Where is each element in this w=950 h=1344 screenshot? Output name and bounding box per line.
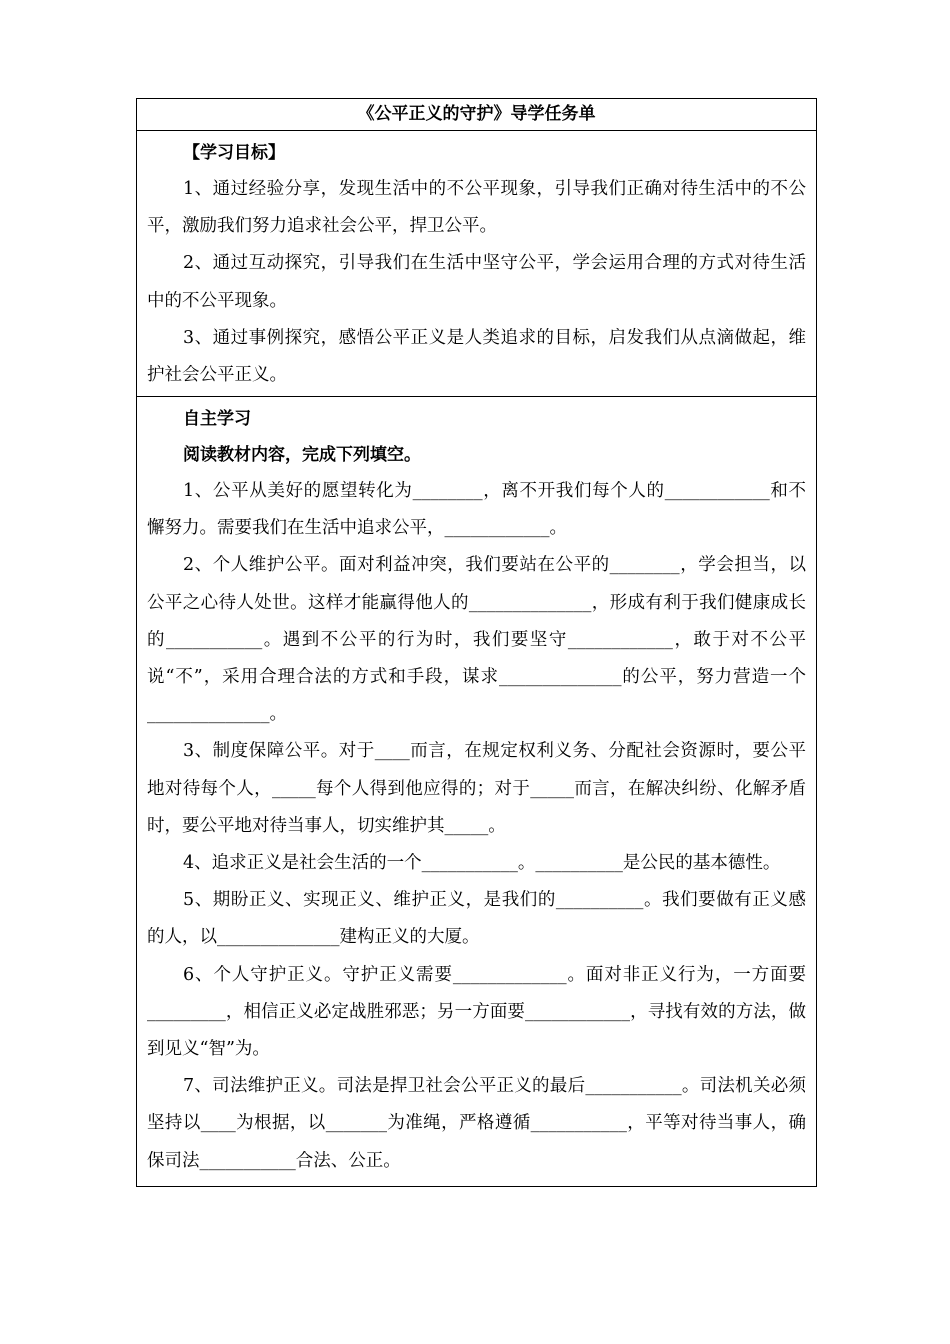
objectives-section xyxy=(137,131,816,396)
objective-item: 2、通过互动探究，引导我们在生活中坚守公平，学会运用合理的方式对待生活中的不公平现象。 xyxy=(147,253,806,311)
fill-blank-item: 1、公平从美好的愿望转化为________，离不开我们每个人的____________和不懈努力。需要我们在生活中追求公平，____________。 xyxy=(147,481,806,539)
self-study-section xyxy=(137,396,816,1186)
self-study-instruction: 阅读教材内容，完成下列填空。 xyxy=(183,445,421,465)
objectives-heading: 【学习目标】 xyxy=(183,143,285,163)
objective-item: 3、通过事例探究，感悟公平正义是人类追求的目标，启发我们从点滴做起，维护社会公平正义。 xyxy=(147,327,806,386)
task-sheet-table xyxy=(136,98,817,1187)
sheet-title: 《公平正义的守护》导学任务单 xyxy=(137,99,816,131)
fill-blank-item: 2、个人维护公平。面对利益冲突，我们要站在公平的________，学会担当，以公平之心待人处世。这样才能赢得他人的______________，形成有利于我们健康成长的___________。遇到不公平的行为时，我们要坚守____________，敢于对不公平说“不”，采用合理合法的方式和手段，谋求______________的公平，努力营造一个______________。 xyxy=(147,555,806,725)
objective-item: 1、通过经验分享，发现生活中的不公平现象，引导我们正确对待生活中的不公平，激励我们努力追求社会公平，捍卫公平。 xyxy=(147,179,806,237)
self-study-heading: 自主学习 xyxy=(183,409,251,429)
fill-blank-item: 5、期盼正义、实现正义、维护正义，是我们的__________。我们要做有正义感的人，以______________建构正义的大厦。 xyxy=(147,890,806,948)
fill-blank-item: 7、司法维护正义。司法是捍卫社会公平正义的最后___________。司法机关必须坚持以____为根据，以_______为准绳，严格遵循___________，平等对待当事人，确保司法___________合法、公正。 xyxy=(147,1076,806,1171)
fill-blank-item: 6、个人守护正义。守护正义需要_____________。面对非正义行为，一方面要_________，相信正义必定战胜邪恶；另一方面要____________，寻找有效的方法，做到见义“智”为。 xyxy=(147,964,806,1060)
fill-blank-item: 3、制度保障公平。对于____而言，在规定权利义务、分配社会资源时，要公平地对待每个人，_____每个人得到他应得的；对于_____而言，在解决纠纷、化解矛盾时，要公平地对待当事人，切实维护其_____。 xyxy=(147,741,806,836)
fill-blank-item: 4、追求正义是社会生活的一个___________。__________是公民的基本德性。 xyxy=(183,853,781,874)
